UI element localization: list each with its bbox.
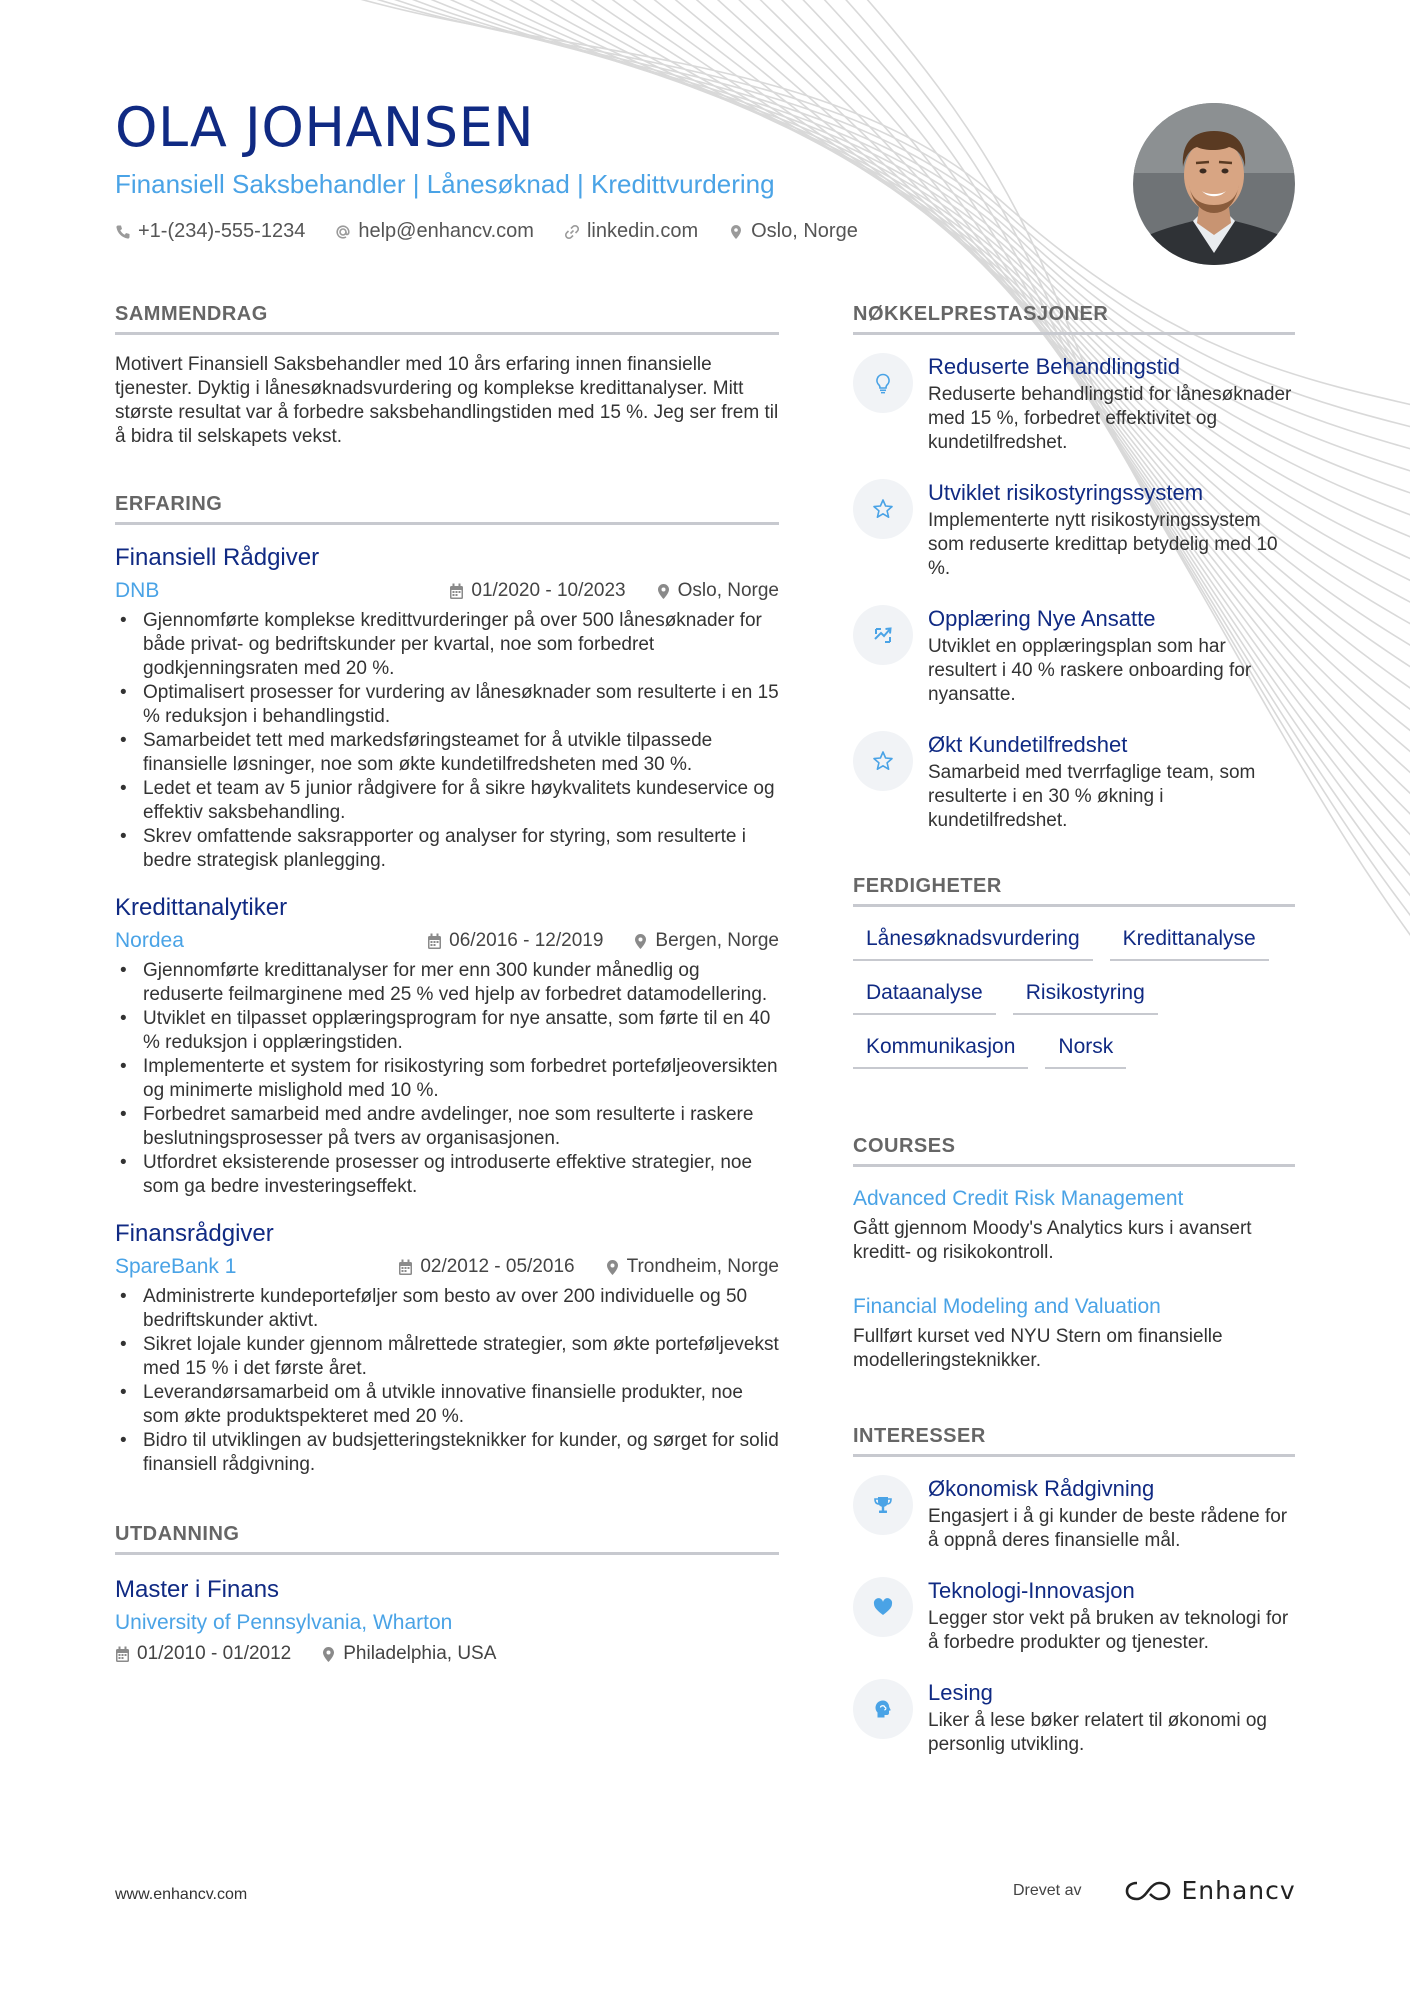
job-dates bbox=[449, 580, 625, 602]
interest-title: Teknologi-Innovasjon bbox=[928, 1578, 1135, 1603]
star-icon bbox=[853, 479, 913, 539]
achievement-body bbox=[928, 479, 1295, 581]
job-entry bbox=[115, 1219, 779, 1477]
location-pin-icon bbox=[728, 224, 744, 240]
job-title: Finansiell Rådgiver bbox=[115, 544, 320, 571]
location-pin-icon bbox=[633, 933, 648, 950]
star-icon bbox=[853, 731, 913, 791]
interest-item bbox=[853, 1475, 1295, 1553]
interest-description: Engasjert i å gi kunder de beste rådene for å oppnå deres finansielle mål. bbox=[928, 1506, 1288, 1551]
calendar-icon bbox=[449, 583, 464, 600]
course-description: Fullført kurset ved NYU Stern om finansielle modelleringsteknikker. bbox=[853, 1326, 1223, 1371]
interest-description: Liker å lese bøker relatert til økonomi og personlig utvikling. bbox=[928, 1710, 1267, 1755]
contact-phone[interactable] bbox=[115, 220, 305, 243]
email-address: help@enhancv.com bbox=[358, 220, 534, 243]
calendar-icon bbox=[398, 1259, 413, 1276]
skills-heading: FERDIGHETER bbox=[853, 875, 1295, 907]
education-dates bbox=[115, 1643, 291, 1665]
job-bullet: • Utviklet en tilpasset opplæringsprogram for nye ansatte, som førte til en 40 % reduksjon i opplæringstiden. bbox=[115, 1007, 779, 1055]
contact-bar bbox=[115, 220, 1115, 243]
achievement-body bbox=[928, 353, 1295, 455]
job-bullet: • Leverandørsamarbeid om å utvikle innovative finansielle produkter, noe som økte produktspekteret med 20 %. bbox=[115, 1381, 779, 1429]
job-bullet: • Administrerte kundeporteføljer som besto av over 200 individuelle og 50 bedriftskunder aktivt. bbox=[115, 1285, 779, 1333]
courses-list bbox=[853, 1185, 1295, 1373]
interest-title: Økonomisk Rådgivning bbox=[928, 1476, 1155, 1501]
link-icon bbox=[564, 224, 580, 240]
school-name: University of Pennsylvania, Wharton bbox=[115, 1611, 453, 1634]
avatar-portrait-image bbox=[1133, 103, 1295, 265]
company-name: DNB bbox=[115, 579, 160, 602]
skill-tag: Kommunikasjon bbox=[853, 1029, 1028, 1069]
achievement-title: Opplæring Nye Ansatte bbox=[928, 606, 1156, 631]
achievements-section bbox=[853, 303, 1295, 833]
achievement-description: Samarbeid med tverrfaglige team, som resulterte i en 30 % økning i kundetilfredshet. bbox=[928, 762, 1256, 831]
interest-body bbox=[928, 1679, 1295, 1757]
job-location bbox=[633, 930, 779, 952]
contact-email[interactable] bbox=[335, 220, 534, 243]
achievement-item bbox=[853, 353, 1295, 455]
enhancv-logo bbox=[1125, 1876, 1295, 1905]
job-dates-text: 02/2012 - 05/2016 bbox=[420, 1256, 575, 1277]
job-location bbox=[656, 580, 779, 602]
website-url: linkedin.com bbox=[586, 220, 699, 243]
powered-by-label: Drevet av bbox=[1013, 1881, 1082, 1899]
job-bullet: • Bidro til utviklingen av budsjetteringsteknikker for kunder, og sørget for solid finansiell rådgivning. bbox=[115, 1429, 779, 1477]
summary-text: Motivert Finansiell Saksbehandler med 10 års erfaring innen finansielle tjenester. Dyktig i lånesøknadsvurdering og komplekse kredittanalyser. Mitt største resultat var å forbedre saksbehandlingstiden med 15 %. Jeg ser frem til å bidra til selskapets vekst. bbox=[115, 354, 779, 447]
summary-section bbox=[115, 303, 779, 449]
interests-list bbox=[853, 1475, 1295, 1757]
company-name: SpareBank 1 bbox=[115, 1255, 237, 1278]
lightbulb-icon bbox=[853, 353, 913, 413]
interests-heading: INTERESSER bbox=[853, 1425, 1295, 1457]
candidate-name: OLA JOHANSEN bbox=[115, 96, 535, 159]
at-sign-icon bbox=[335, 224, 351, 240]
achievements-list bbox=[853, 353, 1295, 833]
achievement-item bbox=[853, 479, 1295, 581]
growth-arrows-icon bbox=[853, 605, 913, 665]
job-entry bbox=[115, 893, 779, 1199]
achievement-item bbox=[853, 605, 1295, 707]
head-brain-icon bbox=[853, 1679, 913, 1739]
education-entry bbox=[115, 1575, 779, 1665]
course-description: Gått gjennom Moody's Analytics kurs i avansert kreditt- og risikokontroll. bbox=[853, 1218, 1252, 1263]
job-bullet: • Forbedret samarbeid med andre avdelinger, noe som resulterte i raskere beslutningsprosesser på tvers av organisasjonen. bbox=[115, 1103, 779, 1151]
achievement-title: Økt Kundetilfredshet bbox=[928, 732, 1128, 757]
education-meta bbox=[115, 1643, 779, 1665]
summary-heading: SAMMENDRAG bbox=[115, 303, 779, 335]
skills-list bbox=[853, 921, 1295, 1083]
job-bullet: • Utfordret eksisterende prosesser og introduserte effektive strategier, noe som ga bedre investeringseffekt. bbox=[115, 1151, 779, 1199]
job-bullet: • Optimalisert prosesser for vurdering av lånesøknader som resulterte i en 15 % reduksjon i behandlingstid. bbox=[115, 681, 779, 729]
job-location bbox=[605, 1256, 779, 1278]
job-meta bbox=[115, 1255, 779, 1279]
infinity-logo-icon bbox=[1125, 1879, 1171, 1903]
achievement-description: Utviklet en opplæringsplan som har resultert i 40 % raskere onboarding for nyansatte. bbox=[928, 636, 1252, 705]
job-bullet: • Gjennomførte komplekse kredittvurderinger på over 500 lånesøknader for både privat- og bedriftskunder per kvartal, noe som forbedret godkjenningsraten med 20 %. bbox=[115, 609, 779, 681]
education-location bbox=[321, 1643, 496, 1665]
achievement-title: Utviklet risikostyringssystem bbox=[928, 480, 1204, 505]
job-bullet: • Implementerte et system for risikostyring som forbedret porteføljeoversikten og minimerte mislighold med 10 %. bbox=[115, 1055, 779, 1103]
course-item bbox=[853, 1293, 1295, 1373]
job-location-text: Bergen, Norge bbox=[655, 930, 779, 951]
job-bullets bbox=[115, 1285, 779, 1477]
contact-location bbox=[728, 220, 858, 243]
phone-icon bbox=[115, 224, 131, 240]
footer-branding bbox=[1013, 1876, 1296, 1905]
skill-tag: Risikostyring bbox=[1013, 975, 1158, 1015]
course-title[interactable]: Advanced Credit Risk Management bbox=[853, 1187, 1184, 1210]
achievement-title: Reduserte Behandlingstid bbox=[928, 354, 1180, 379]
job-title: Finansrådgiver bbox=[115, 1220, 274, 1247]
achievement-body bbox=[928, 605, 1295, 707]
job-bullet: • Ledet et team av 5 junior rådgivere for å sikre høykvalitets kundeservice og effektiv saksbehandling. bbox=[115, 777, 779, 825]
job-bullet: • Sikret lojale kunder gjennom målrettede strategier, som økte porteføljevekst med 15 % i det første året. bbox=[115, 1333, 779, 1381]
brand-name: Enhancv bbox=[1181, 1876, 1296, 1905]
education-heading: UTDANNING bbox=[115, 1523, 779, 1555]
skill-tag: Kredittanalyse bbox=[1110, 921, 1269, 961]
job-location-text: Trondheim, Norge bbox=[626, 1256, 779, 1277]
interest-title: Lesing bbox=[928, 1680, 993, 1705]
skill-tag: Dataanalyse bbox=[853, 975, 996, 1015]
skills-section bbox=[853, 875, 1295, 1083]
left-column bbox=[115, 303, 779, 1665]
job-bullets bbox=[115, 959, 779, 1199]
calendar-icon bbox=[115, 1646, 130, 1663]
achievements-heading: NØKKELPRESTASJONER bbox=[853, 303, 1295, 335]
contact-website[interactable] bbox=[564, 220, 698, 243]
heart-icon bbox=[853, 1577, 913, 1637]
location-text: Oslo, Norge bbox=[751, 220, 858, 243]
location-pin-icon bbox=[605, 1259, 620, 1276]
achievement-body bbox=[928, 731, 1295, 833]
job-bullet: • Skrev omfattende saksrapporter og analyser for styring, som resulterte i bedre strategisk planlegging. bbox=[115, 825, 779, 873]
skill-tag: Norsk bbox=[1045, 1029, 1126, 1069]
job-dates bbox=[398, 1256, 574, 1278]
course-title[interactable]: Financial Modeling and Valuation bbox=[853, 1295, 1161, 1318]
job-bullet: • Gjennomførte kredittanalyser for mer enn 300 kunder månedlig og reduserte feilmarginene med 25 % ved hjelp av forbedret datamodellering. bbox=[115, 959, 779, 1007]
experience-list bbox=[115, 543, 779, 1477]
job-dates-text: 01/2020 - 10/2023 bbox=[471, 580, 626, 601]
job-entry bbox=[115, 543, 779, 873]
degree-title: Master i Finans bbox=[115, 1576, 280, 1603]
education-location-text: Philadelphia, USA bbox=[343, 1643, 497, 1664]
job-title: Kredittanalytiker bbox=[115, 894, 288, 921]
job-meta bbox=[115, 579, 779, 603]
job-bullets bbox=[115, 609, 779, 873]
calendar-icon bbox=[427, 933, 442, 950]
job-dates bbox=[427, 930, 603, 952]
education-section bbox=[115, 1523, 779, 1665]
interest-body bbox=[928, 1475, 1295, 1553]
location-pin-icon bbox=[321, 1646, 336, 1663]
profile-photo bbox=[1133, 103, 1295, 265]
achievement-description: Implementerte nytt risikostyringssystem som reduserte kredittap betydelig med 10 %. bbox=[928, 510, 1278, 579]
course-item bbox=[853, 1185, 1295, 1265]
job-location-text: Oslo, Norge bbox=[677, 580, 779, 601]
interests-section bbox=[853, 1425, 1295, 1757]
job-dates-text: 06/2016 - 12/2019 bbox=[449, 930, 604, 951]
interest-item bbox=[853, 1679, 1295, 1757]
company-name: Nordea bbox=[115, 929, 184, 952]
footer-website[interactable]: www.enhancv.com bbox=[115, 1886, 248, 1903]
skill-tag: Lånesøknadsvurdering bbox=[853, 921, 1093, 961]
achievement-description: Reduserte behandlingstid for lånesøknader med 15 %, forbedret effektivitet og kundetilfredshet. bbox=[928, 384, 1292, 453]
experience-section bbox=[115, 493, 779, 1477]
interest-item bbox=[853, 1577, 1295, 1655]
courses-heading: COURSES bbox=[853, 1135, 1295, 1167]
candidate-headline: Finansiell Saksbehandler | Lånesøknad | Kredittvurdering bbox=[115, 169, 775, 200]
courses-section bbox=[853, 1135, 1295, 1373]
resume-header bbox=[115, 98, 1115, 243]
job-meta bbox=[115, 929, 779, 953]
location-pin-icon bbox=[656, 583, 671, 600]
interest-description: Legger stor vekt på bruken av teknologi for å forbedre produkter og tjenester. bbox=[928, 1608, 1289, 1653]
achievement-item bbox=[853, 731, 1295, 833]
job-bullet: • Samarbeidet tett med markedsføringsteamet for å utvikle tilpassede finansielle løsninger, noe som økte kundetilfredsheten med 30 %. bbox=[115, 729, 779, 777]
phone-number: +1-(234)-555-1234 bbox=[138, 220, 306, 243]
experience-heading: ERFARING bbox=[115, 493, 779, 525]
trophy-icon bbox=[853, 1475, 913, 1535]
right-column bbox=[853, 303, 1295, 1757]
interest-body bbox=[928, 1577, 1295, 1655]
education-dates-text: 01/2010 - 01/2012 bbox=[137, 1643, 292, 1664]
